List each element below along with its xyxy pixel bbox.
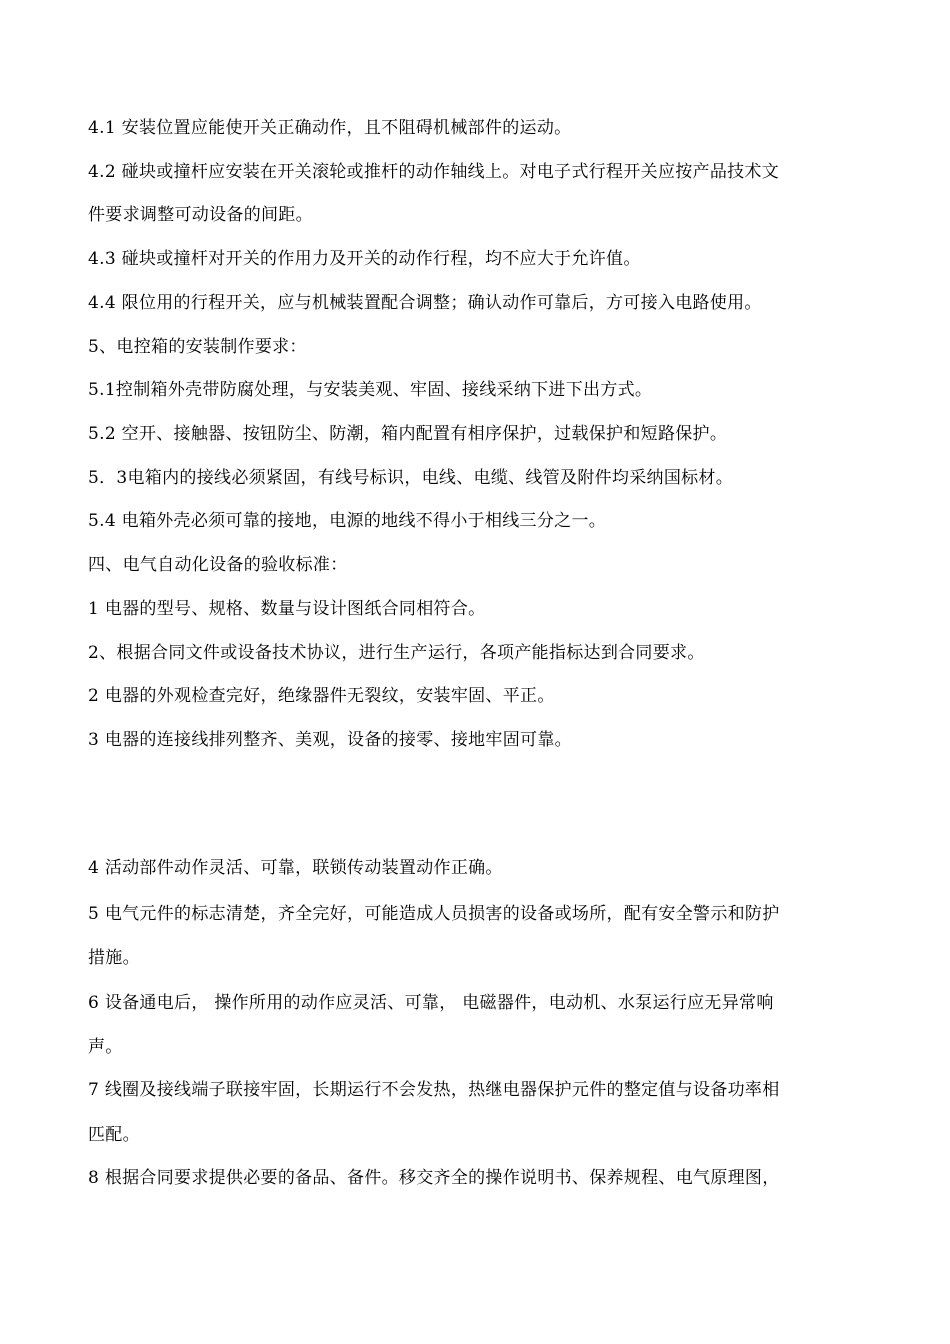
text-line: 匹配。 <box>88 1125 140 1145</box>
text-line: 3 电器的连接线排列整齐、美观，设备的接零、接地牢固可靠。 <box>88 730 572 750</box>
text-line: 措施。 <box>88 948 140 968</box>
text-line: 1 电器的型号、规格、数量与设计图纸合同相符合。 <box>88 599 486 619</box>
text-line: 5.2 空开、接触器、按钮防尘、防潮，箱内配置有相序保护，过载保护和短路保护。 <box>88 424 728 444</box>
text-line: 4 活动部件动作灵活、可靠，联锁传动装置动作正确。 <box>88 858 503 878</box>
text-line: 件要求调整可动设备的间距。 <box>88 205 313 225</box>
text-line: 7 线圈及接线端子联接牢固，长期运行不会发热，热继电器保护元件的整定值与设备功率相 <box>88 1080 780 1100</box>
text-line: 2 电器的外观检查完好，绝缘器件无裂纹，安装牢固、平正。 <box>88 686 555 706</box>
text-line: 4.1 安装位置应能使开关正确动作，且不阻碍机械部件的运动。 <box>88 118 572 138</box>
text-line: 4.2 碰块或撞杆应安装在开关滚轮或推杆的动作轴线上。对电子式行程开关应按产品技术文 <box>88 162 780 182</box>
text-line: 2、根据合同文件或设备技术协议，进行生产运行，各项产能指标达到合同要求。 <box>88 643 705 663</box>
text-line: 5．3电箱内的接线必须紧固，有线号标识，电线、电缆、线管及附件均采纳国标材。 <box>88 468 734 488</box>
section-heading: 5、电控箱的安装制作要求： <box>88 337 307 357</box>
text-line: 5.4 电箱外壳必须可靠的接地，电源的地线不得小于相线三分之一。 <box>88 511 607 531</box>
text-line: 声。 <box>88 1037 123 1057</box>
text-line: 5.1控制箱外壳带防腐处理，与安装美观、牢固、接线采纳下进下出方式。 <box>88 380 653 400</box>
text-line: 8 根据合同要求提供必要的备品、备件。移交齐全的操作说明书、保养规程、电气原理图， <box>88 1168 780 1188</box>
text-line: 6 设备通电后， 操作所用的动作应灵活、可靠， 电磁器件，电动机、水泵运行应无异常响 <box>88 993 774 1013</box>
text-line: 4.4 限位用的行程开关，应与机械装置配合调整；确认动作可靠后，方可接入电路使用。 <box>88 293 762 313</box>
text-line: 4.3 碰块或撞杆对开关的作用力及开关的动作行程，均不应大于允许值。 <box>88 249 641 269</box>
text-line: 5 电气元件的标志清楚，齐全完好，可能造成人员损害的设备或场所，配有安全警示和防护 <box>88 904 780 924</box>
section-heading: 四、电气自动化设备的验收标准： <box>88 555 348 575</box>
